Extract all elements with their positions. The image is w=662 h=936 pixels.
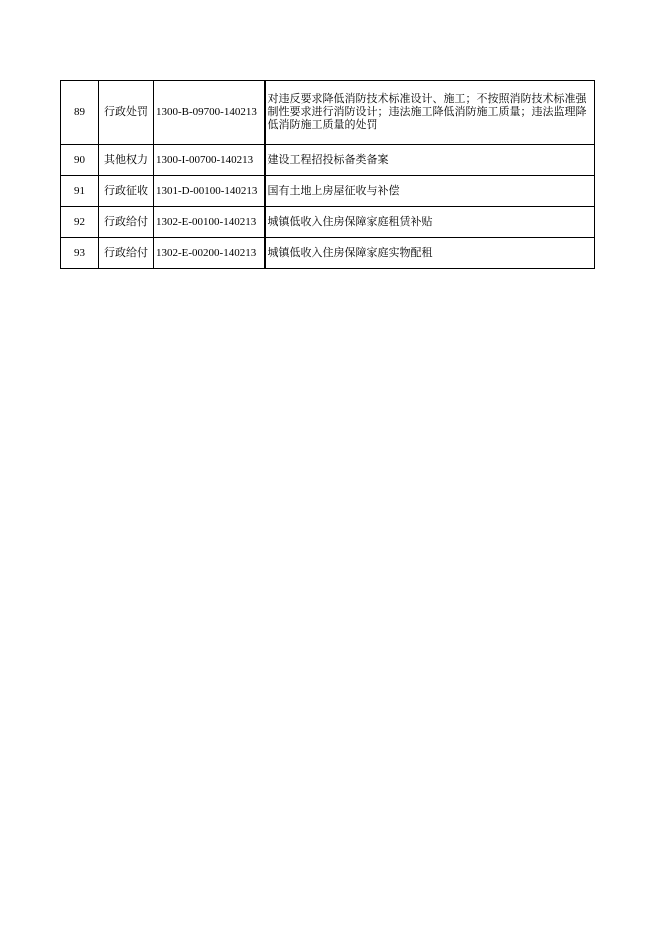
- row-number: 91: [61, 176, 99, 207]
- item-code: 1301-D-00100-140213: [154, 176, 265, 207]
- item-code: 1302-E-00100-140213: [154, 207, 265, 238]
- power-list-table: [60, 80, 595, 269]
- item-description: 建设工程招投标备类备案: [265, 145, 595, 176]
- item-description: 国有土地上房屋征收与补偿: [265, 176, 595, 207]
- table-row: [61, 207, 595, 238]
- row-number: 89: [61, 81, 99, 145]
- table-row: [61, 81, 595, 145]
- item-code: 1302-E-00200-140213: [154, 238, 265, 269]
- power-type: 行政处罚: [99, 81, 154, 145]
- power-type: 其他权力: [99, 145, 154, 176]
- item-description: 对违反要求降低消防技术标准设计、施工；不按照消防技术标准强制性要求进行消防设计；违法施工降低消防施工质量；违法监理降低消防施工质量的处罚: [265, 81, 595, 145]
- row-number: 93: [61, 238, 99, 269]
- table-row: [61, 145, 595, 176]
- document-page: [60, 80, 594, 269]
- power-type: 行政给付: [99, 238, 154, 269]
- row-number: 90: [61, 145, 99, 176]
- item-code: 1300-B-09700-140213: [154, 81, 265, 145]
- row-number: 92: [61, 207, 99, 238]
- item-description: 城镇低收入住房保障家庭租赁补贴: [265, 207, 595, 238]
- table-row: [61, 238, 595, 269]
- power-type: 行政给付: [99, 207, 154, 238]
- item-code: 1300-I-00700-140213: [154, 145, 265, 176]
- table-row: [61, 176, 595, 207]
- item-description: 城镇低收入住房保障家庭实物配租: [265, 238, 595, 269]
- power-type: 行政征收: [99, 176, 154, 207]
